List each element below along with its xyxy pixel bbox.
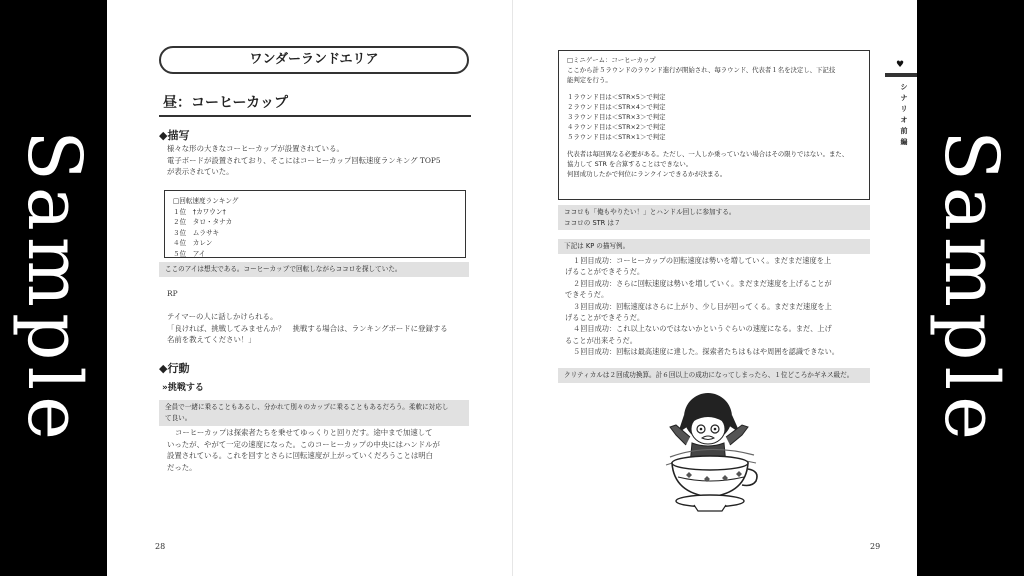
ranking-line: ３位 ムラサキ [173,228,220,237]
chapter-tab-label: シナリオ前編 [900,83,908,146]
text-line: いったが、やがて一定の速度になった。このコーヒーカップの中央にはハンドルが [167,439,440,449]
watermark-left: Sample [10,130,97,446]
text-line: 様々な形の大きなコーヒーカップが設置されている。 [167,144,344,153]
text-line: ５回目成功：回転は最高速度に達した。探索者たちはもはや周囲を認識できない。 [573,347,839,357]
text-line: ココロの STR は７ [564,218,621,227]
ranking-line: ４位 カレン [173,239,213,247]
text-line: ２回目成功：さらに回転速度は勢いを増していく。まだまだ速度を上げることが [573,278,832,288]
round-line: １ラウンド目は＜STR×5＞で判定 [567,93,666,102]
note-bar: 下記は KP の描写例。 [558,239,870,254]
text-line: 「良ければ、挑戦してみませんか？ 挑戦する場合は、ランキングボードに登録する [167,323,448,333]
watermark-right: Sample [927,130,1014,446]
text-line: だった。 [167,462,197,472]
text-line: ることが出来そうだ。 [565,335,637,345]
text-line: 名前を教えてください！」 [167,335,256,344]
note-bar [159,400,469,426]
text-line: 全員で一緒に乗ることもあるし、分かれて別々のカップに乗ることもあるだろう。柔軟に対応し [165,403,449,411]
text-line: げることができそうだ。 [565,313,645,323]
text-line: ココロも「俺もやりたい！」とハンドル回しに参加する。 [564,208,736,216]
depiction-heading: ◆描写 [159,129,190,142]
page-number: 29 [870,542,881,551]
challenge-heading: »挑戦する [162,383,204,393]
action-heading: ◆行動 [159,362,190,375]
text-line: 能判定を行う。 [567,75,612,84]
right-page [512,0,917,576]
ranking-line: ２位 タロ・タナカ [173,218,233,226]
ranking-line: ５位 アイ [173,249,206,258]
challenge-text [167,427,477,473]
chapter-tab-bar [885,73,918,77]
round-line: ５ラウンド目は＜STR×1＞で判定 [567,132,666,141]
round-line: ４ラウンド目は＜STR×2＞で判定 [567,122,666,131]
page-number: 28 [155,542,166,551]
text-line: ４回目成功：これ以上ないのではないかというぐらいの速度になる。まだ、上げ [573,324,832,334]
ranking-line: １位 †カワウン† [173,207,226,216]
minigame-box [558,50,870,200]
rp-text [167,311,477,346]
left-margin [0,0,107,576]
left-page [107,0,512,576]
text-line: 設置されている。これを回すとさらに回転速度が上がっていくだろうことは明白 [167,451,434,460]
text-line: １回目成功：コーヒーカップの回転速度は勢いを増していく。まだまだ速度を上 [573,256,832,265]
depiction-text [167,143,477,178]
coffee-cup-character-illustration [656,385,766,515]
ranking-line: □回転速度ランキング [173,197,239,205]
note-bar: ここのアイは想太である。コーヒーカップで回転しながらココロを探していた。 [159,262,469,277]
text-line: 何回成功したかで何位にランクインできるかが決まる。 [567,169,727,178]
right-margin [917,0,1024,576]
text-line: が表示されていた。 [167,167,234,176]
text-line: ３回目成功：回転速度はさらに上がり、少し目が回ってくる。まだまだ速度を上 [573,301,832,311]
area-title: ワンダーランドエリア [159,46,469,74]
round-line: ３ラウンド目は＜STR×3＞で判定 [567,112,666,121]
text-line: テイマーの人に話しかけられる。 [167,312,278,321]
ranking-box [164,190,466,258]
scene-title: 昼：コーヒーカップ [159,93,471,117]
text-line: コーヒーカップは探索者たちを乗せてゆっくりと回りだす。途中まで加速して [175,428,433,437]
text-line: ここから計５ラウンドのラウンド進行が開始され、毎ラウンド、代表者１名を決定し、下記技 [567,65,836,74]
heart-icon: ♥ [896,60,905,70]
text-line: 電子ボードが設置されており、そこにはコーヒーカップ回転速度ランキング TOP5 [167,155,441,165]
text-line: 代表者は毎回異なる必要がある。ただし、一人しか乗っていない場合はその限りではない。また、 [567,150,849,159]
text-line: て良い。 [165,413,192,422]
kp-text [565,255,865,358]
text-line: □ミニゲーム：コーヒーカップ [567,56,656,64]
text-line: げることができそうだ。 [565,267,645,277]
rp-label: RP [167,289,178,298]
note-bar [558,205,870,230]
text-line: 協力して STR を合算することはできない。 [567,160,693,169]
text-line: できそうだ。 [565,290,609,300]
round-line: ２ラウンド目は＜STR×4＞で判定 [567,103,666,112]
note-bar: クリティカルは２回成功換算。計６回以上の成功になってしまったら、１位どころかギネス級だ。 [558,368,870,383]
